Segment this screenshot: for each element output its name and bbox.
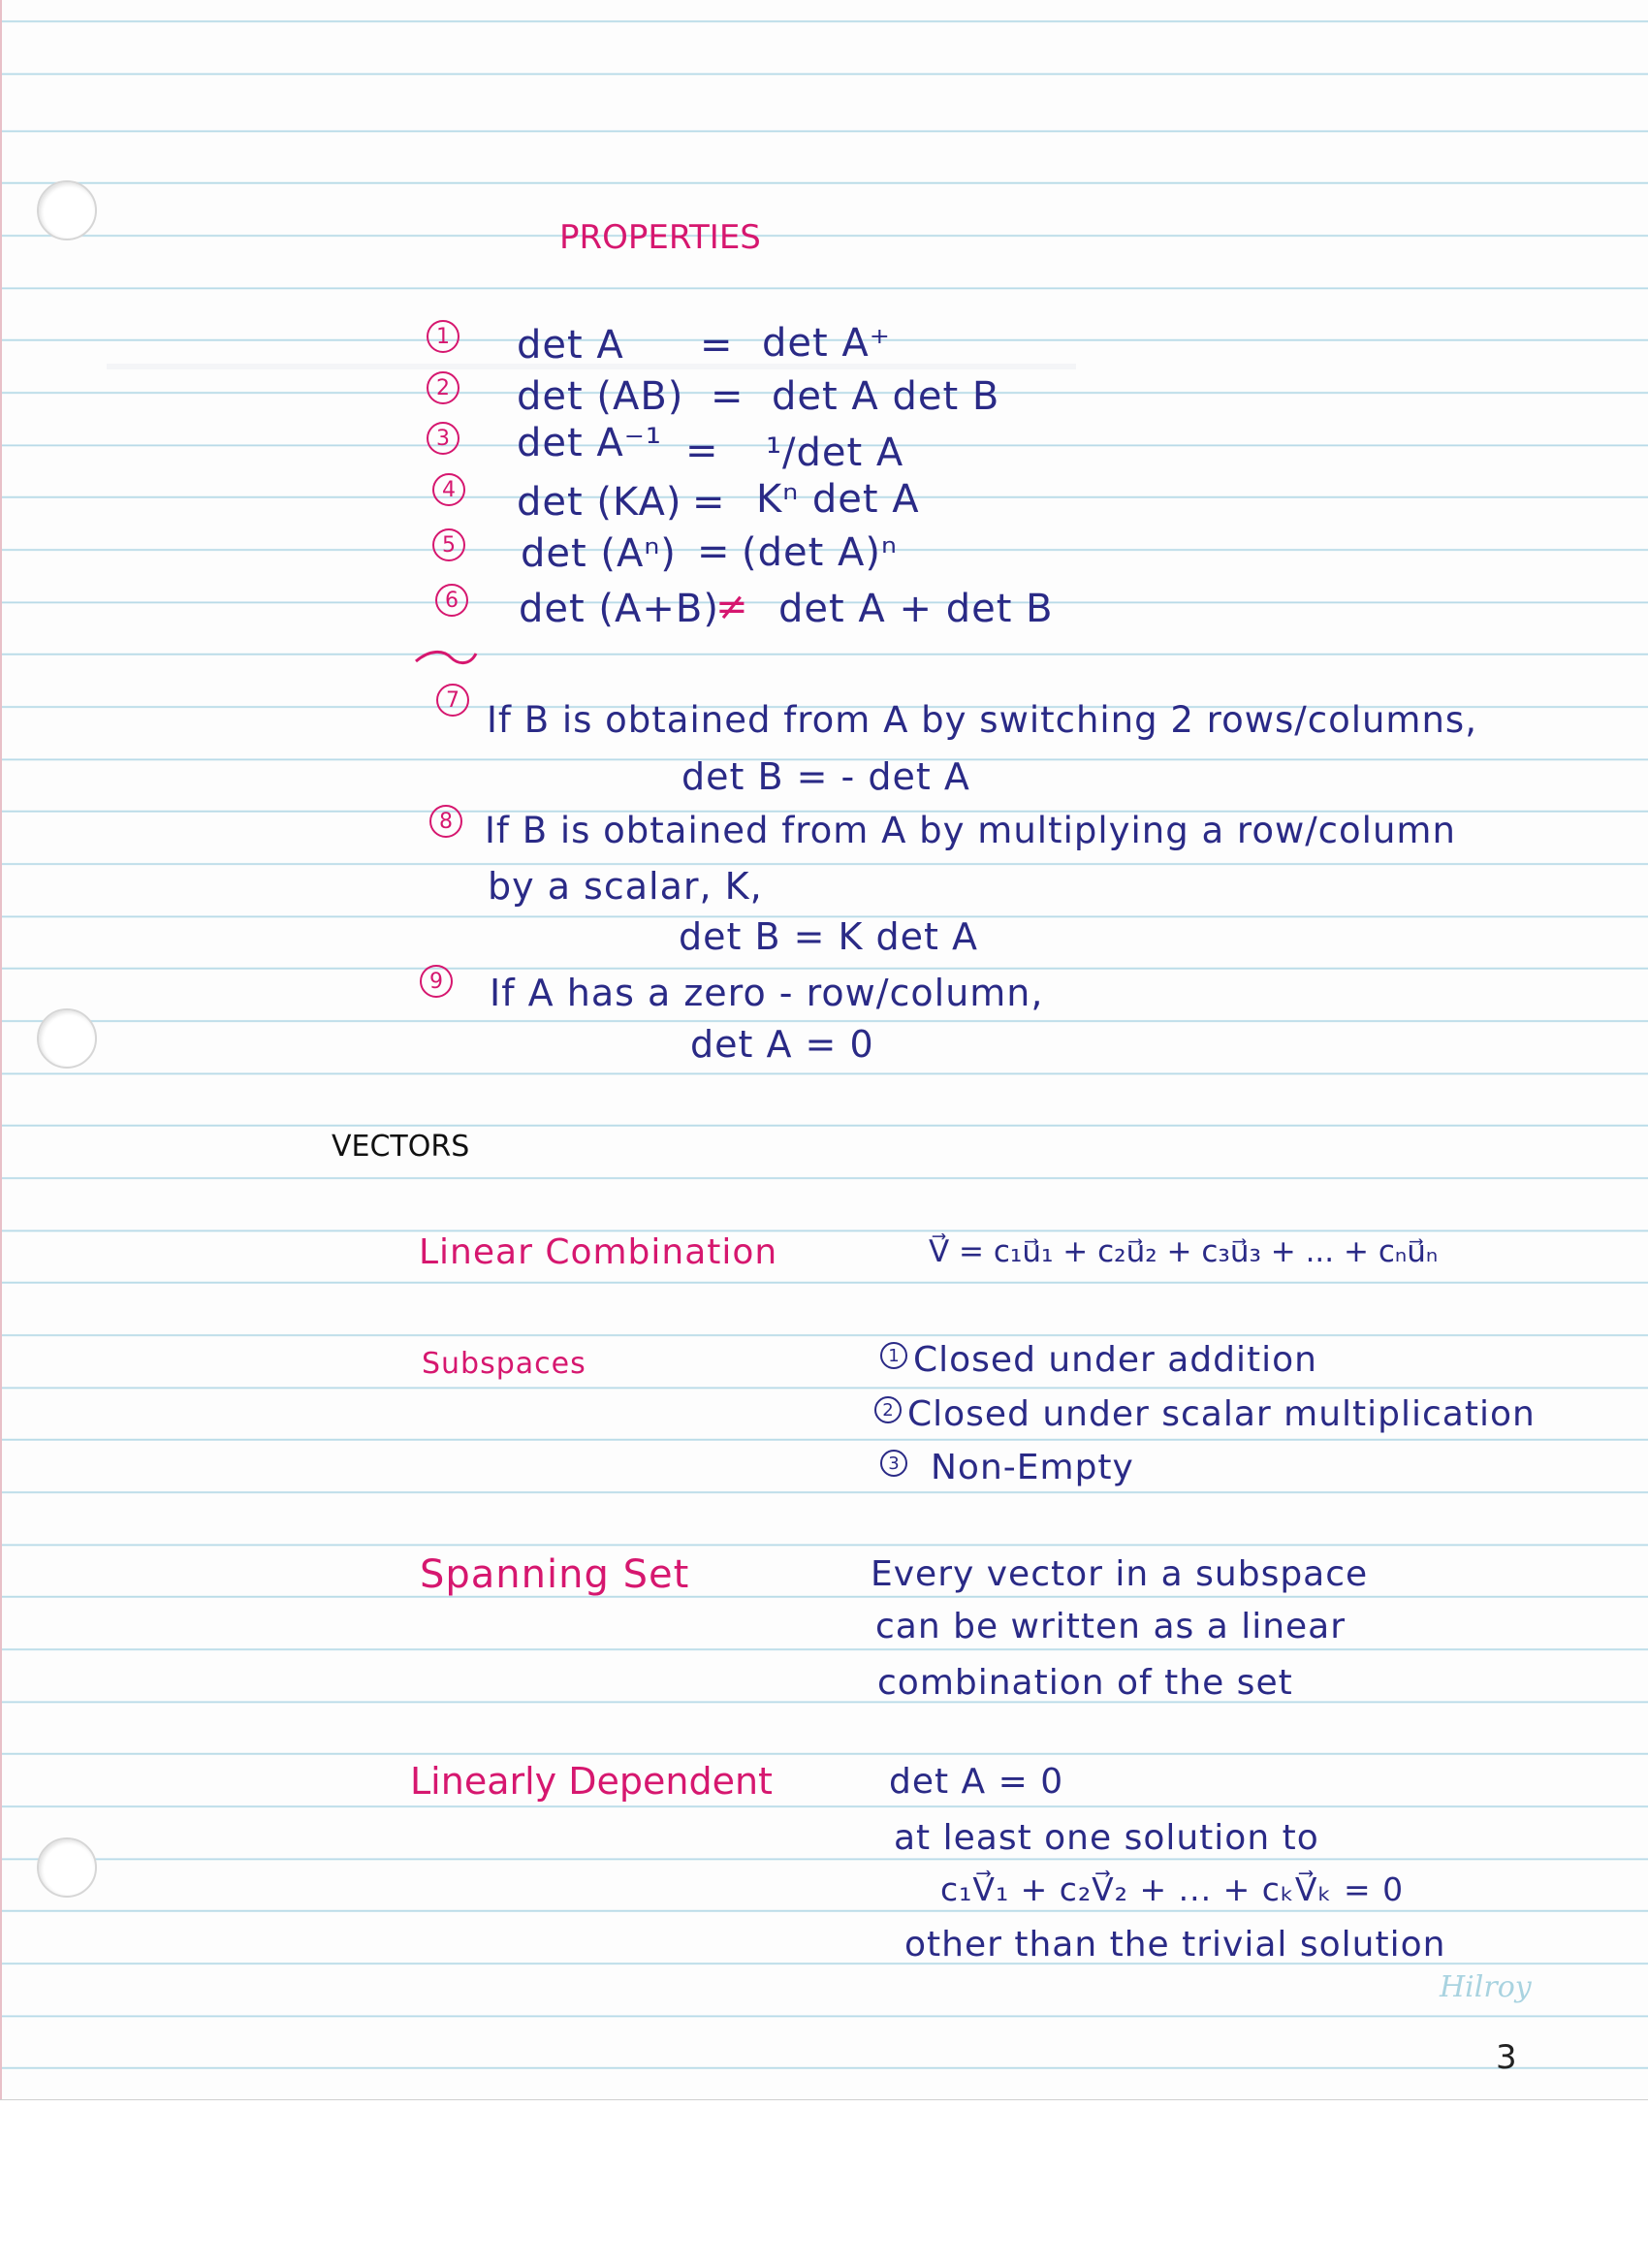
def-line: at least one solution to [894, 1818, 1319, 1858]
rule-7-line-1: If B is obtained from A by switching 2 rows/columns, [487, 699, 1477, 741]
property-rhs: (det A)ⁿ [742, 530, 898, 575]
condition-text: Closed under scalar multiplication [907, 1394, 1536, 1434]
property-eq: ≠ [715, 585, 749, 629]
term-linear-combination: Linear Combination [419, 1232, 778, 1272]
condition-text: Non-Empty [931, 1448, 1134, 1487]
property-number: 2 [427, 371, 460, 404]
rule-8-line-2: by a scalar, K, [488, 865, 763, 908]
property-rhs: det A + det B [778, 587, 1054, 631]
condition-number: 3 [880, 1450, 907, 1477]
property-eq: = [692, 480, 726, 525]
vectors-heading: VECTORS [332, 1130, 470, 1164]
rule-7-line-2: det B = - det A [681, 755, 970, 798]
rule-9-line-2: det A = 0 [690, 1023, 874, 1066]
property-lhs: det A⁻¹ [517, 421, 662, 465]
def-line: Every vector in a subspace [871, 1554, 1369, 1594]
property-lhs: det (Aⁿ) [521, 531, 677, 576]
rule-number: 9 [420, 965, 453, 998]
term-linearly-dependent: Linearly Dependent [410, 1760, 773, 1803]
property-number: 4 [432, 473, 465, 506]
property-number: 5 [432, 528, 465, 561]
binder-hole-bottom [37, 1837, 97, 1898]
property-lhs: det (A+B) [519, 587, 719, 631]
def-line: other than the trivial solution [904, 1925, 1446, 1965]
brand-logo: Hilroy [1440, 1970, 1532, 2004]
property-eq: = [685, 429, 719, 473]
def-linear-combination: V⃗ = c₁u⃗₁ + c₂u⃗₂ + c₃u⃗₃ + ... + cₙu⃗ₙ [929, 1234, 1439, 1269]
rule-9-line-1: If A has a zero - row/column, [490, 972, 1044, 1014]
property-eq: = [697, 529, 731, 574]
property-number: 6 [435, 584, 468, 617]
condition-number: 1 [880, 1342, 907, 1369]
rule-8-line-1: If B is obtained from A by multiplying a row/column [485, 810, 1456, 851]
tilde-mark [412, 646, 480, 669]
property-rhs: ¹/det A [766, 431, 904, 475]
def-line: det A = 0 [889, 1762, 1064, 1802]
property-rhs: det A det B [772, 374, 1000, 419]
condition-text: Closed under addition [913, 1340, 1317, 1380]
page-number: 3 [1496, 2038, 1517, 2077]
property-rhs: det A⁺ [762, 321, 891, 366]
binder-hole-middle [37, 1008, 97, 1069]
rule-8-line-3: det B = K det A [679, 915, 979, 958]
property-number: 1 [427, 320, 460, 353]
property-eq: = [700, 323, 734, 367]
rule-number: 8 [429, 805, 462, 838]
def-line: can be written as a linear [875, 1607, 1347, 1646]
rule-number: 7 [436, 684, 469, 717]
def-line: c₁V⃗₁ + c₂V⃗₂ + ... + cₖV⃗ₖ = 0 [940, 1870, 1405, 1908]
property-lhs: det (KA) [517, 480, 682, 525]
property-lhs: det (AB) [517, 374, 684, 419]
property-number: 3 [427, 422, 460, 455]
properties-heading: PROPERTIES [559, 218, 761, 257]
property-eq: = [711, 374, 745, 419]
scanner-margin [0, 2099, 1648, 2268]
def-line: combination of the set [877, 1663, 1293, 1703]
property-lhs: det A [517, 323, 624, 367]
condition-number: 2 [874, 1396, 902, 1423]
term-subspaces: Subspaces [422, 1347, 586, 1381]
property-rhs: Kⁿ det A [756, 477, 920, 522]
term-spanning-set: Spanning Set [420, 1552, 690, 1597]
binder-hole-top [37, 180, 97, 240]
